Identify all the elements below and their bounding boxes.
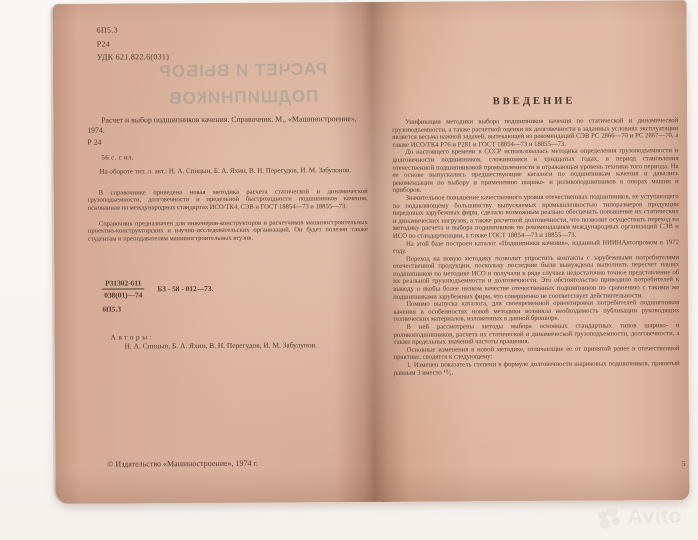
intro-paragraph: Значительное повышение качественного уровня отечественных подшипников, не уступающего по подавляющему большинству выпускаемых промышленностью типоразмеров продукции передовых зарубежных фирм, сделало возможным реально обеспечить повышение их статических и динамических нагрузок, а также расчетной долговечности, что позволит осуществить переход на методику расчета и выбора подшипников по рекомендациям международных организаций СЭВ и ИСО по стандартизации, а также ГОСТ 18854—73 и 18855—73. bbox=[392, 193, 679, 240]
avito-watermark-text: Avito bbox=[627, 505, 682, 528]
intro-paragraph: В ней рассмотрены методы выбора основных стандартных типов шарико- и роликоподшипников, расчета их статической и динамической грузоподъемности, долговечности, а также предельных значений частоты вращения. bbox=[393, 322, 680, 347]
udc-code-line: УДК 621.822.6(031) bbox=[96, 52, 170, 62]
intro-paragraph: Основные изменения в новой методике, отличающие ее от принятой ранее в отечественной практике, сводятся к следующему: bbox=[393, 344, 680, 362]
showthrough-line: ПОДШИПНИКОВ bbox=[167, 86, 319, 109]
pages-count: 56 с. с ил. bbox=[101, 153, 134, 162]
intro-paragraph: Помимо выпуска каталога, для своевременной ориентировки потребителей подшипников качения в особенностях новой методики возникла необходимость публикации руководящих технических материалов, изложенных в данной брошюре. bbox=[393, 299, 680, 324]
annotation-paragraph: В справочнике приведена новая методика расчета статической и динамической грузоподъемности, долговечности и предельной быстроходности подшипников качения, основанная на международных стандартах ИСО/ТК4, СЭВ и ГОСТ 18854—73 и 18855—73. bbox=[87, 188, 368, 212]
book-photo bbox=[52, 0, 689, 504]
intro-paragraph: На этой базе построен каталог «Подшипники качения», изданный НИИНАвтопромом в 1972 году. bbox=[392, 238, 679, 255]
authors-names: Н. А. Спицын, Б. А. Яхин, В. Н. Перегудов, И. М. Забулунов. bbox=[124, 340, 317, 351]
index-denominator: 038(01)—74 bbox=[104, 290, 143, 300]
index-right-code: Б3 - 58 - 012—73. bbox=[157, 283, 214, 294]
annotation-paragraph: Справочник предназначен для инженеров-конструкторов и расчетчиков машиностроительных проектно-конструкторских и научно-исследовательских организаций. Он будет полезен также студентам и преподавателям машиностроительных втузов. bbox=[87, 219, 368, 243]
bibliographic-code: Р 24 bbox=[87, 137, 102, 147]
right-page bbox=[52, 0, 689, 504]
avito-logo-icon bbox=[598, 505, 623, 529]
catalog-code-line: Р24 bbox=[96, 39, 111, 49]
bibliographic-text: Расчет и выбор подшипников качения. Справочник. М., «Машиностроение», 1974. bbox=[87, 114, 357, 135]
copyright-line: © Издательство «Машиностроение», 1974 г. bbox=[107, 458, 258, 469]
index-class-code: 6П5.3 bbox=[102, 304, 122, 314]
authors-note: На обороте тит. л. авт.: Н. А. Спицын, Б. А. Яхин, В. Н. Перегудов, И. М. Забулонов. bbox=[99, 166, 352, 176]
page-number: 5 bbox=[681, 459, 686, 469]
avito-watermark bbox=[598, 505, 682, 529]
intro-paragraph: До настоящего времени в СССР использовалась методика определения грузоподъемности и долговечности подшипников, сложившаяся в тридцатых годах, в период становления отечественной подшипниковой промышленности и отражающая уровень техники того периода. На ее основе выпускались предшествующие каталоги по подшипникам качения и давались рекомендации по выбору и применению шарико- и роликоподшипников в опорах машин и приборов. bbox=[392, 147, 679, 195]
intro-paragraph: Переход на новую методику позволит упростить контакты с зарубежными потребителями отечественной продукции, поскольку последние были вынуждены выполнить пересчет наших подшипников по методике ИСО и получали в ряде случаев недостаточно точное представление об их реальной грузоподъемности и долговечности. Это обстоятельство приводило потребителей к выводу о якобы более низком качестве отечественных подшипников по сравнению с такими же подшипниками зарубежных фирм, что совершенно не соответствует действительности. bbox=[393, 253, 680, 301]
chapter-heading: ВВЕДЕНИЕ bbox=[492, 95, 576, 108]
intro-paragraph: Унификация методики выбора подшипников качения по статической и динамической грузоподъемности, а также расчетной оценки их долговечности в заданных условиях эксплуатации является весьма важной задачей, вытекающей из рекомендаций СЭВ РС 2866—70 и РС 2867—70, а также ИСО/ТК4 Р76 и Р281 и ГОСТ 18854—73 и 18855—73. bbox=[392, 117, 679, 149]
chapter-text-column bbox=[392, 117, 680, 377]
index-numerator: Р31302-611 bbox=[102, 278, 144, 289]
intro-paragraph: 1. Изменен показатель степени в формуле долговечности шариковых подшипников, принятый равным 3 вместо ¹⁰⁄₃. bbox=[393, 360, 680, 377]
catalog-code-line: 6П5.3 bbox=[96, 25, 118, 35]
showthrough-line: РАСЧЕТ И ВЫБОР bbox=[158, 59, 328, 82]
authors-label: Авторы: bbox=[110, 332, 155, 342]
